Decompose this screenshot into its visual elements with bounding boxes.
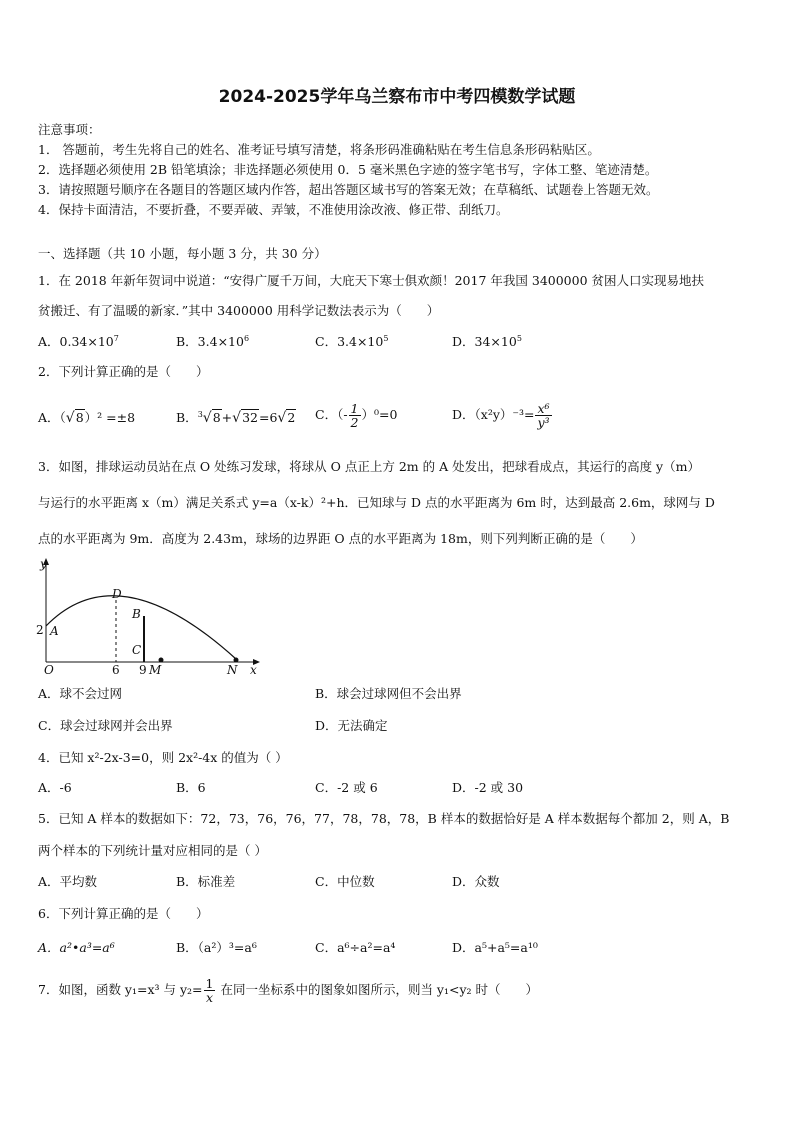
q5-option-a: A．平均数 (38, 874, 98, 889)
q5-option-b: B．标准差 (176, 874, 236, 889)
point-m (159, 658, 164, 663)
label-c: C (132, 643, 142, 657)
q2-option-b: B．$^3$√8+√32=6√2 (176, 410, 296, 426)
q4-option-b: B．6 (176, 780, 206, 795)
notice-item-3: 3．请按照题号顺序在各题目的答题区域内作答，超出答题区域书写的答案无效；在草稿纸、试题卷上答题无效。 (38, 182, 659, 197)
q3-line3: 点的水平距离为 9m．高度为 2.43m，球场的边界距 O 点的水平距离为 18m，则下列判断正确的是（ ） (38, 531, 643, 546)
q3-line2: 与运行的水平距离 x（m）满足关系式 y=a（x-k）²+h．已知球与 D 点的水平距离为 6m 时，达到最高 2.6m，球网与 D (38, 495, 715, 510)
label-n: N (227, 663, 238, 677)
q3-line1: 3．如图，排球运动员站在点 O 处练习发球，将球从 O 点正上方 2m 的 A 处发出，把球看成点，其运行的高度 y（m） (38, 459, 700, 474)
q6-option-c: C．a⁶÷a²=a⁴ (315, 940, 396, 955)
q2-option-a: A．（√8）² =±8 (38, 410, 136, 426)
notice-heading: 注意事项： (38, 122, 101, 137)
q1-line2: 贫搬迁、有了温暖的新家．”其中 3400000 用科学记数法表示为（ ） (38, 303, 440, 318)
volleyball-trajectory-figure (36, 556, 266, 678)
q4-option-d: D．-2 或 30 (452, 780, 524, 795)
q6-option-d: D．a⁵+a⁵=a¹⁰ (452, 940, 538, 955)
q2-option-c: C．（- $\frac{1}{2}$ ）⁰=0 (315, 401, 398, 430)
q7-stem: 7．如图，函数 y₁=x³ 与 y₂= $\frac{1}{x}$ 在同一坐标系中的图象如图所示，则当 y₁<y₂ 时（ ） (38, 976, 539, 1005)
q3-option-b: B．球会过球网但不会出界 (315, 686, 462, 701)
q2-option-d: D．（x²y）⁻³= $\frac{\text{x⁶}}{\text{y³}}$ (452, 401, 550, 430)
label-6: 6 (112, 663, 120, 677)
label-x: x (250, 663, 257, 677)
label-o: O (44, 663, 54, 677)
label-2: 2 (36, 623, 44, 637)
q3-option-d: D．无法确定 (315, 718, 388, 733)
q1-option-b: B．$3.4\times 10^6$ (176, 334, 250, 349)
q1-line1: 1．在 2018 年新年贺词中说道：“安得广厦千万间，大庇天下寒士俱欢颜！2017 年我国 3400000 贫困人口实现易地扶 (38, 273, 705, 288)
notice-item-4: 4．保持卡面清洁，不要折叠，不要弄破、弄皱，不准使用涂改液、修正带、刮纸刀。 (38, 202, 509, 217)
notice-item-2: 2．选择题必须使用 2B 铅笔填涂；非选择题必须使用 0．5 毫米黑色字迹的签字笔书写，字体工整、笔迹清楚。 (38, 162, 658, 177)
page-title: 2024-2025学年乌兰察布市中考四模数学试题 (218, 87, 576, 107)
q5-option-c: C．中位数 (315, 874, 375, 889)
label-d: D (112, 587, 122, 601)
label-a: A (50, 624, 59, 638)
q6-stem: 6．下列计算正确的是（ ） (38, 906, 209, 921)
q5-line2: 两个样本的下列统计量对应相同的是（ ） (38, 843, 267, 858)
q4-stem: 4．已知 x²-2x-3=0，则 2x²-4x 的值为（ ） (38, 750, 288, 765)
q5-line1: 5．已知 A 样本的数据如下：72，73，76，76，77，78，78，78，B 样本的数据恰好是 A 样本数据每个都加 2，则 A，B (38, 811, 730, 826)
q1-option-a: A．$0.34\times 10^7$ (38, 334, 119, 349)
q5-option-d: D．众数 (452, 874, 500, 889)
q1-option-c: C．$3.4\times 10^5$ (315, 334, 389, 349)
q3-option-c: C．球会过球网并会出界 (38, 718, 173, 733)
q6-option-a: A．a²•a³=a⁶ (38, 940, 115, 955)
q2-stem: 2．下列计算正确的是（ ） (38, 364, 209, 379)
label-m: M (149, 663, 162, 677)
notice-item-1: 1． 答题前，考生先将自己的姓名、准考证号填写清楚，将条形码准确粘贴在考生信息条形码粘贴区。 (38, 142, 600, 157)
label-b: B (132, 607, 141, 621)
q4-option-a: A．-6 (38, 780, 72, 795)
q6-option-b: B．（a²）³=a⁶ (176, 940, 257, 955)
section-heading: 一、选择题（共 10 小题，每小题 3 分，共 30 分） (38, 246, 327, 261)
label-9: 9 (139, 663, 147, 677)
q4-option-c: C．-2 或 6 (315, 780, 378, 795)
label-y: y (40, 557, 47, 571)
point-n (234, 658, 239, 663)
q3-option-a: A．球不会过网 (38, 686, 123, 701)
q1-option-d: D．$34\times 10^5$ (452, 334, 522, 349)
